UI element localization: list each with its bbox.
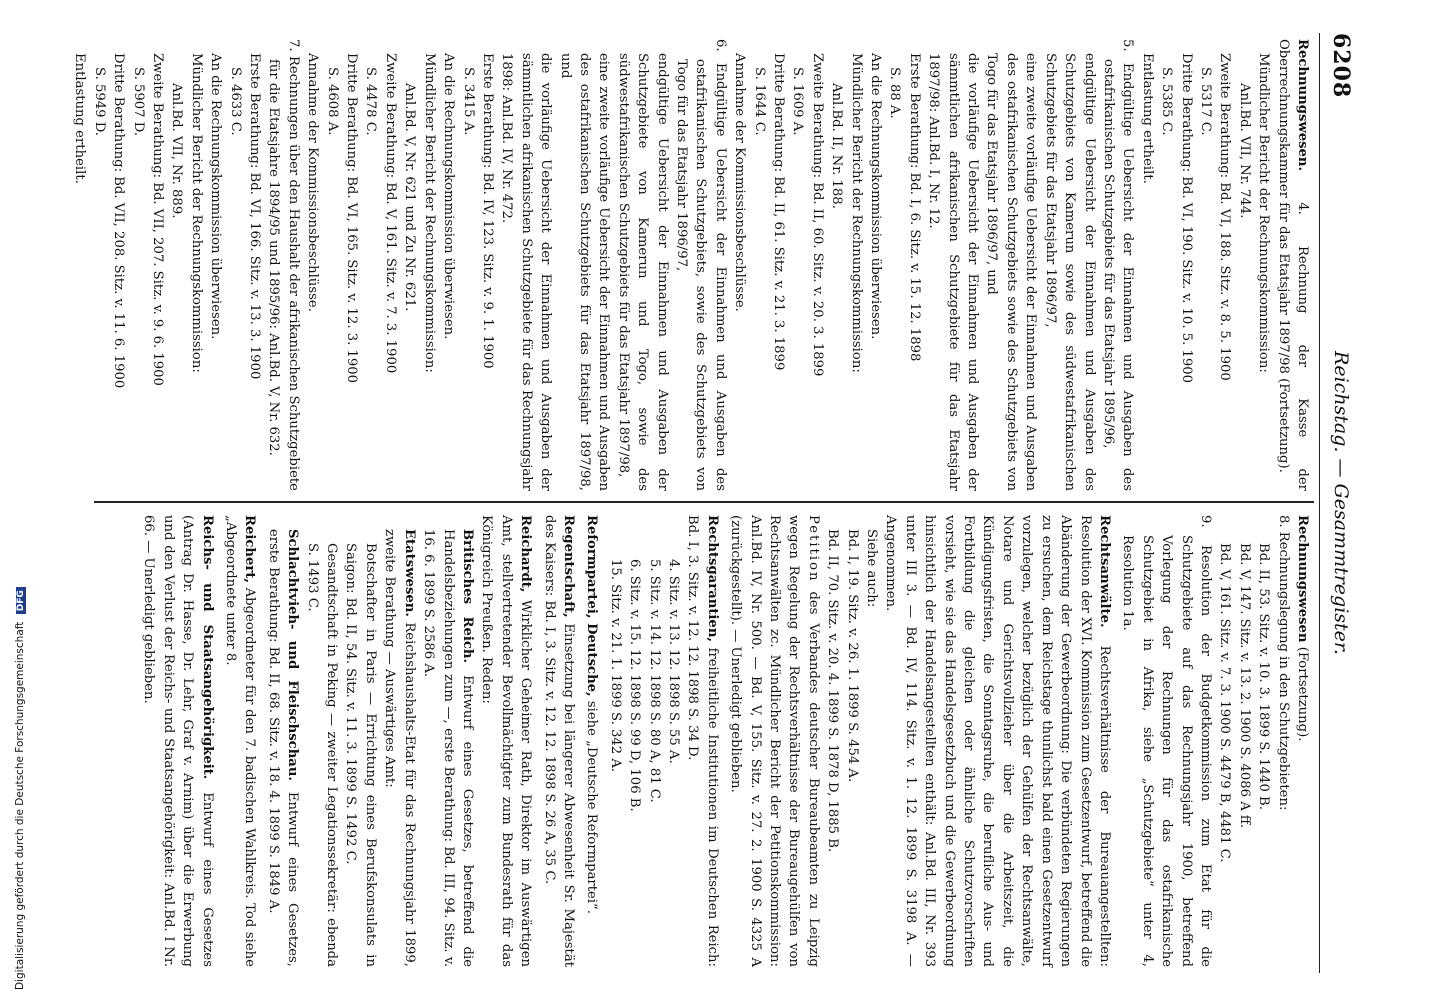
page-header: [1319, 33, 1360, 973]
entry-text: S. 5385 C.: [1159, 67, 1175, 136]
register-entry: [769, 39, 788, 491]
register-entry: [904, 39, 923, 491]
entry-text: S. 5907 D.: [130, 67, 146, 136]
entry-text: Gesandtschaft in Peking — zweiter Legationssekretär: ebenda S. 1493 C.: [304, 543, 340, 967]
entry-text: Mündlicher Bericht der Rechnungskommission:: [421, 53, 437, 373]
register-entry: [672, 39, 730, 491]
entry-heading: Reichardt,: [518, 515, 534, 593]
register-entry: [264, 39, 303, 491]
entry-text: Bd. V, 147. Sitz. v. 13. 2. 1900 S. 4086 A ff.: [1236, 543, 1252, 829]
entry-text: eine zweite vorläufige Uebersicht der Einnahmen und Ausgaben des ostafrikanischen Schutzgebiets für das Etatsjahr 1897/98, und: [557, 53, 612, 491]
entry-text: 6. Endgültige Uebersicht der Einnahmen und Ausgaben des ostafrikanischen Schutzgebiets, sowie des Schutzgebiets von Togo für das Etatsjahr 1896/97,: [674, 39, 728, 491]
register-entry: [885, 39, 904, 491]
register-entry: [303, 39, 322, 491]
register-entry: [664, 515, 683, 967]
register-entry: [582, 515, 601, 967]
entry-heading: Rechtsanwälte.: [1096, 515, 1112, 628]
entry-text: Bd. II, 70. Sitz. v. 20. 4. 1899 S. 1878 D, 1885 B.: [825, 529, 841, 853]
entry-text: Zweite Berathung: Bd. II, 60. Sitz. v. 20. 3. 1899: [809, 53, 825, 377]
register-entry: [644, 515, 663, 967]
register-entry: [866, 39, 885, 491]
entry-text: Erste Berathung: Bd. I, 6. Sitz. v. 15. 12. 1898: [906, 53, 922, 362]
register-entry: [225, 39, 244, 491]
register-entry: [827, 39, 846, 491]
right-column: [139, 515, 1312, 967]
entry-text: 7. Rechnungen über den Haushalt der afrikanischen Schutzgebiete für die Etatsjahre 1894/95 und 1895/96: Anl.Bd. V, Nr. 632.: [266, 39, 301, 491]
register-entry: [1040, 39, 1098, 491]
entry-text: Siehe auch:: [864, 529, 880, 608]
entry-text: Zweite Berathung: Bd. VI, 188. Sitz. v. 8. 5. 1900: [1217, 53, 1233, 381]
register-entry: [730, 39, 749, 491]
entry-heading: Rechtsgarantien,: [704, 515, 720, 643]
entry-text: S. 4478 C.: [363, 67, 379, 136]
entry-heading: Britisches Reich.: [459, 529, 475, 664]
register-entry: [683, 515, 722, 967]
entry-text: Dritte Berathung: Bd. VI, 165. Sitz. v. 12. 3. 1900: [344, 53, 360, 384]
entry-text: eine zweite vorläufige Uebersicht der Einnahmen und Ausgaben des ostafrikanischen Schutzgebiets sowie des Schutzgebiets von Togo für das Etatsjahr 1896/97, und: [984, 53, 1039, 491]
entry-text: die vorläufige Uebersicht der Einnahmen und Ausgaben der sämmtlichen afrikanischen Schutzgebiete für das Etatsjahr 1897/98: Anl.Bd. I, Nr. 12.: [926, 53, 981, 491]
register-entry: [1157, 39, 1176, 491]
entry-text: Entwurf eines Gesetzes, betreffend die Handelsbeziehungen zum —, erste Berathung: Bd. III, 94. Sitz. v. 16. 6. 1899 S. 2586 A.: [421, 529, 475, 967]
entry-text: 15. Sitz. v. 21. 1. 1899 S. 342 A.: [607, 559, 623, 773]
register-entry: [881, 515, 1114, 967]
entry-text: Bd. II, 53. Sitz. v. 10. 3. 1899 S. 1440 B.: [1256, 543, 1272, 810]
register-entry: [625, 515, 644, 967]
entry-heading: Rechnungswesen: [1295, 515, 1310, 643]
register-entry: [807, 39, 826, 491]
register-entry: [89, 39, 108, 491]
column-divider: [94, 501, 1314, 503]
entry-text: Rechtsverhältnisse der Bureauangestellten: Resolution der XVI. Kommission zum Gesetzentwurf, betreffend die Abänderung der Gewerbeordnung: Die verbündeten Regierungen zu ersuchen, dem Reichstage thunlichst bald einen Gesetzentwurf vorzulegen, welcher bezüglich der Gehülfen der Rechtsanwälte, Notare und Gerichtsvollzieher über die Arbeitszeit, die Kündigungsfristen, die Sonntagsruhe, die berufliche Aus- und Fortbildung die gleichen oder ähnliche Schutzvorschriften vorsieht, wie sie das Handelsgesetzbuch und die Gewerbeordnung hinsichtlich der Handelsangestellten enthält: Anl.Bd. III, Nr. 393 unter III 3. — Bd. IV, 114. Sitz. v. 1. 12. 1899 S. 3198 A. — Angenommen.: [883, 515, 1112, 967]
register-entry: [726, 515, 823, 967]
register-entry: [1273, 39, 1312, 491]
register-entry: [749, 39, 768, 491]
entry-text: Anl.Bd. V, Nr. 621 und Zu Nr. 621.: [402, 83, 418, 312]
entry-text: Botschafter in Paris — Errichtung eines Berufskonsulats in Saigon: Bd. II, 54. Sitz. v. 11. 3. 1899 S. 1492 C.: [343, 543, 378, 967]
register-entry: [555, 39, 613, 491]
entry-heading: Etatswesen.: [401, 529, 417, 617]
entry-text: Abgeordneter für den 7. badischen Wahlkreis. Tod siehe „Abgeordnete unter 8.: [223, 515, 258, 967]
register-entry: [245, 39, 264, 491]
register-entry: [1254, 39, 1273, 491]
register-entry: [263, 515, 302, 967]
entry-text: des Verbandes deutscher Bureaubeamten zu Leipzig wegen Regelung der Rechtsverhältnisse der Bureaugehülfen von Rechtsanwälten zc. Mündlicher Bericht der Petitionskommission: Anl.Bd. IV, Nr. 500. — Bd. V, 155. Sitz. v. 27. 2. 1900 S. 4325 A (zurückgestellt). — Unerledigt geblieben.: [728, 515, 821, 967]
register-entry: [1176, 39, 1195, 491]
entry-text: endgültige Uebersicht der Einnahmen und Ausgaben der Schutzgebiete von Kamerun und Togo, sowie des südwestafrikanischen Schutzgebiets für das Etatsjahr 1897/98,: [615, 53, 670, 491]
register-entry: [167, 39, 186, 491]
register-entry: [613, 39, 671, 491]
register-entry: [186, 39, 205, 491]
register-entry: [1099, 39, 1138, 491]
entry-text: Mündlicher Bericht der Rechnungskommission:: [848, 53, 864, 373]
register-entry: [1234, 515, 1253, 967]
register-entry: [1234, 39, 1253, 491]
register-entry: [788, 39, 807, 491]
register-entry: [109, 39, 128, 491]
register-entry: [1196, 39, 1215, 491]
register-entry: [478, 39, 497, 491]
funding-text: Digitalisierung gefördert durch die Deutsche Forschungsgemeinschaft: [14, 621, 26, 990]
register-entry: [1215, 39, 1234, 491]
page-title: Reichstag. — Gesammtregister.: [1330, 351, 1352, 655]
entry-text: Zweite Berathung: Bd. VII, 207. Sitz. v. 9. 6. 1900: [150, 53, 166, 386]
register-entry: [400, 39, 419, 491]
register-entry: [439, 39, 458, 491]
register-entry: [539, 515, 578, 967]
register-entry: [381, 39, 400, 491]
entry-text: Annahme der Kommissionsbeschlüsse.: [305, 53, 321, 312]
register-entry: [206, 39, 225, 491]
funding-note: [0, 0, 40, 1000]
entry-text: S. 1644 C.: [751, 67, 767, 136]
entry-text: S. 4608 A.: [324, 67, 340, 136]
entry-text: Annahme der Kommissionsbeschlüsse.: [732, 53, 748, 312]
entry-text: S. 5317 C.: [1197, 67, 1213, 136]
register-entry: [419, 39, 438, 491]
register-entry: [419, 515, 477, 967]
entry-text: Entwurf eines Gesetzes (Antrag Dr. Hasse, Dr. Lehr, Graf v. Arnim) über die Erwerbung und den Verlust der Reichs- und Staatsangehörigkeit: Anl.Bd. I Nr. 66. — Unerledigt geblieben.: [141, 515, 215, 967]
entry-text: Anl.Bd. VII, Nr. 889.: [169, 83, 185, 219]
entry-text: Dritte Berathung: Bd. VI, 190. Sitz. v. 10. 5. 1900: [1178, 53, 1194, 384]
register-entry: [128, 39, 147, 491]
entry-heading: Reichs- und Staatsangehörigkeit.: [199, 515, 215, 780]
entry-text: Dritte Berathung: Bd. II, 61. Sitz. v. 21. 3. 1899: [771, 53, 787, 371]
register-entry: [924, 39, 982, 491]
entry-text: die vorläufige Uebersicht der Einnahmen und Ausgaben der sämmtlichen afrikanischen Schutzgebiete für das Rechnungsjahr 1898: Anl.Bd. IV, Nr. 472.: [499, 53, 554, 491]
entry-text: Reichshaushalts-Etat für das Rechnungsjahr 1899, zweite Berathung — Auswärtiges Amt:: [382, 529, 417, 967]
page-number: 6208: [1328, 33, 1354, 99]
entry-heading: Schlachtvieh- und Fleischschau.: [285, 529, 301, 782]
entry-text: Einsetzung bei längerer Abwesenheit Sr. Majestät des Kaisers: Bd. I, 3. Sitz. v. 12. 12. 1898 S. 26 A, 35 C.: [541, 515, 576, 967]
entry-text: 9. Resolution der Budgetkommission zum Etat für die Schutzgebiete auf das Rechnungsjahr 1900, betreffend Vorlegung der Rechnungen für das ostafrikanische Schutzgebiet in Afrika, siehe „Schutzgebiete“ unter 4, Resolution 1a.: [1120, 515, 1213, 967]
entry-text: Bd. I, 19. Sitz. v. 26. 1. 1899 S. 454 A.: [844, 529, 860, 783]
entry-text: An die Rechnungskommission überwiesen.: [441, 53, 457, 340]
entry-text: freiheitliche Institutionen im Deutschen Reich: Bd. I, 3. Sitz. v. 12. 12. 1898 S. 34 D.: [685, 515, 720, 967]
entry-text: S. 88 A.: [887, 67, 903, 119]
register-entry: [322, 39, 341, 491]
entry-text: 5. Sitz. v. 14. 12. 1898 S. 80 A, 81 C.: [646, 559, 662, 803]
register-entry: [1273, 515, 1292, 967]
entry-text: Anl.Bd. VII, Nr. 744.: [1236, 83, 1252, 219]
entry-heading: Reformpartei, Deutsche,: [584, 515, 600, 697]
entry-text: Entlastung ertheilt.: [1139, 53, 1155, 184]
entry-text: Mündlicher Bericht der Rechnungskommission:: [1256, 53, 1272, 373]
funding-note-text: [14, 587, 26, 990]
entry-text: 4. Rechnung der Kasse der Oberrechnungskammer für das Etatsjahr 1897/98 (Fortsetzung).: [1275, 39, 1310, 491]
register-entry: [1254, 515, 1273, 967]
entry-text: S. 4633 C.: [227, 67, 243, 136]
register-entry: [361, 39, 380, 491]
entry-heading: Regentschaft,: [560, 515, 576, 618]
entry-text: Entlastung ertheilt.: [72, 53, 88, 184]
register-entry: [1137, 39, 1156, 491]
register-entry: [982, 39, 1040, 491]
register-entry: [341, 515, 380, 967]
register-entry: [605, 515, 624, 967]
entry-text: An die Rechnungskommission überwiesen.: [208, 53, 224, 340]
register-entry: [148, 39, 167, 491]
register-entry: [1215, 515, 1234, 967]
entry-text: 8. Rechnungslegung in den Schutzgebieten:: [1275, 515, 1291, 811]
entry-text: siehe „Deutsche Reformpartei“.: [584, 700, 600, 914]
entry-text: 6. Sitz. v. 15. 12. 1898 S. 99 D, 106 B.: [627, 559, 643, 812]
register-entry: [302, 515, 341, 967]
register-entry: [842, 515, 861, 967]
entry-text: Anl.Bd. II, Nr. 188.: [829, 83, 845, 209]
register-entry: [70, 39, 89, 491]
entry-text: S. 5949 D.: [91, 67, 107, 136]
register-entry: [497, 39, 555, 491]
entry-text: S. 1609 A.: [790, 67, 806, 136]
register-entry: [380, 515, 419, 967]
register-entry: [1293, 515, 1312, 967]
register-entry: [846, 39, 865, 491]
entry-text: 5. Endgültige Uebersicht der Einnahmen und Ausgaben des ostafrikanischen Schutzgebiets für das Etatsjahr 1895/96,: [1100, 39, 1136, 491]
entry-text: Wirklicher Geheimer Rath, Direktor im Auswärtigen Amt, stellvertretender Bevollmächtigter zum Bundesrath für das Königreich Preußen. Reden:: [479, 515, 534, 967]
register-entry: [823, 515, 842, 967]
entry-text: Entwurf eines Gesetzes, erste Berathung: Bd. II, 68. Sitz. v. 18. 4. 1899 S. 1849 A.: [265, 529, 301, 967]
entry-text: Bd. V, 161. Sitz. v. 7. 3. 1900 S. 4479 B, 4481 C.: [1217, 543, 1233, 863]
dfg-logo: DFG: [16, 587, 26, 614]
entry-heading: Rechnungswesen.: [1295, 39, 1310, 172]
register-entry: [139, 515, 217, 967]
entry-text: Mündlicher Bericht der Rechnungskommission:: [188, 53, 204, 373]
register-entry: [458, 39, 477, 491]
entry-text: Erste Berathung: Bd. VI, 166. Sitz. v. 13. 3. 1900: [247, 53, 263, 380]
entry-text: Erste Berathung: Bd. IV, 123. Sitz. v. 9. 1. 1900: [479, 53, 495, 369]
entry-text: endgültige Uebersicht der Einnahmen und Ausgaben des Schutzgebiets von Kamerun sowie des südwestafrikanischen Schutzgebiets für das Etatsjahr 1896/97,: [1042, 53, 1097, 491]
register-entry: [1118, 515, 1215, 967]
register-entry: [477, 515, 535, 967]
entry-text: 4. Sitz. v. 13. 12. 1898 S. 55 A.: [666, 559, 681, 764]
entry-text: (Fortsetzung).: [1295, 646, 1310, 742]
entry-keyword: Petition: [805, 515, 821, 583]
entry-text: S. 3415 A.: [460, 67, 476, 136]
entry-text: An die Rechnungskommission überwiesen.: [868, 53, 884, 340]
register-entry: [862, 515, 881, 967]
register-entry: [221, 515, 260, 967]
entry-text: Zweite Berathung: Bd. V, 161. Sitz. v. 7. 3. 1900: [382, 53, 398, 374]
entry-text: Dritte Berathung: Bd. VII, 208. Sitz. v. 11. 6. 1900: [111, 53, 127, 389]
register-page: [72, 33, 1360, 973]
register-entry: [342, 39, 361, 491]
left-column: [70, 39, 1312, 491]
entry-heading: Reichert,: [242, 515, 258, 583]
